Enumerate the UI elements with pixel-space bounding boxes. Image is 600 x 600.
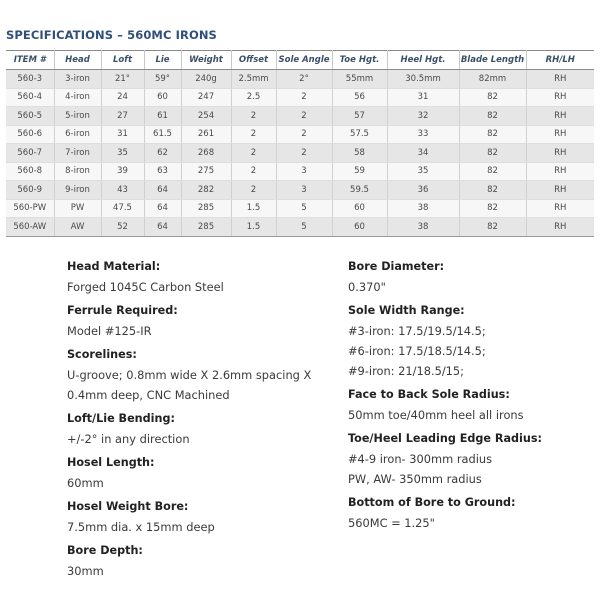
column-header: Weight bbox=[181, 51, 231, 70]
table-cell: 3 bbox=[276, 181, 332, 200]
spec-value: U-groove; 0.8mm wide X 2.6mm spacing X bbox=[67, 368, 312, 382]
table-cell: 27 bbox=[101, 107, 144, 126]
table-cell: 82mm bbox=[459, 70, 526, 89]
table-cell: 2 bbox=[276, 144, 332, 163]
table-cell: RH bbox=[526, 88, 594, 107]
table-row bbox=[6, 125, 594, 144]
table-cell: 82 bbox=[459, 88, 526, 107]
table-cell: 3-iron bbox=[54, 70, 101, 89]
table-cell: 560-6 bbox=[6, 125, 54, 144]
table-cell: 1.5 bbox=[231, 218, 276, 237]
table-cell: 59° bbox=[144, 70, 181, 89]
spec-label: Sole Width Range: bbox=[348, 304, 465, 317]
table-cell: 82 bbox=[459, 162, 526, 181]
column-header: ITEM # bbox=[6, 51, 54, 70]
table-cell: 38 bbox=[387, 218, 459, 237]
table-cell: 82 bbox=[459, 218, 526, 237]
table-cell: 61.5 bbox=[144, 125, 181, 144]
spec-label: Loft/Lie Bending: bbox=[67, 412, 175, 425]
column-header: Lie bbox=[144, 51, 181, 70]
table-cell: 560-AW bbox=[6, 218, 54, 237]
table-cell: 2 bbox=[231, 181, 276, 200]
column-header: Offset bbox=[231, 51, 276, 70]
table-cell: 275 bbox=[181, 162, 231, 181]
table-cell: 60 bbox=[144, 88, 181, 107]
table-body bbox=[6, 70, 594, 237]
table-cell: 56 bbox=[332, 88, 387, 107]
table-cell: 64 bbox=[144, 218, 181, 237]
table-cell: 47.5 bbox=[101, 199, 144, 218]
table-cell: 7-iron bbox=[54, 144, 101, 163]
table-cell: 31 bbox=[101, 125, 144, 144]
table-cell: RH bbox=[526, 70, 594, 89]
table-cell: RH bbox=[526, 125, 594, 144]
table-cell: 60 bbox=[332, 199, 387, 218]
table-cell: 38 bbox=[387, 199, 459, 218]
table-cell: 57 bbox=[332, 107, 387, 126]
spec-label: Bottom of Bore to Ground: bbox=[348, 496, 516, 509]
table-cell: 82 bbox=[459, 107, 526, 126]
spec-item bbox=[67, 409, 322, 453]
spec-label: Face to Back Sole Radius: bbox=[348, 388, 510, 401]
spec-value: 60mm bbox=[67, 476, 104, 490]
table-cell: 59 bbox=[332, 162, 387, 181]
table-row bbox=[6, 144, 594, 163]
table-cell: 2 bbox=[276, 88, 332, 107]
table-cell: 21° bbox=[101, 70, 144, 89]
table-cell: 2.5 bbox=[231, 88, 276, 107]
table-cell: 240g bbox=[181, 70, 231, 89]
table-cell: 64 bbox=[144, 199, 181, 218]
column-header: Blade Length bbox=[459, 51, 526, 70]
table-cell: RH bbox=[526, 162, 594, 181]
table-cell: 33 bbox=[387, 125, 459, 144]
table-cell: 61 bbox=[144, 107, 181, 126]
spec-value: 50mm toe/40mm heel all irons bbox=[348, 408, 524, 422]
spec-value: 0.4mm deep, CNC Machined bbox=[67, 388, 230, 402]
spec-value: +/-2° in any direction bbox=[67, 432, 190, 446]
table-cell: 82 bbox=[459, 181, 526, 200]
column-header: RH/LH bbox=[526, 51, 594, 70]
spec-item bbox=[67, 541, 322, 585]
spec-item bbox=[348, 257, 593, 301]
table-row bbox=[6, 70, 594, 89]
table-cell: 2 bbox=[276, 125, 332, 144]
table-cell: 63 bbox=[144, 162, 181, 181]
spec-item bbox=[348, 429, 593, 493]
table-cell: 24 bbox=[101, 88, 144, 107]
table-cell: 35 bbox=[101, 144, 144, 163]
spec-value: #9-iron: 21/18.5/15; bbox=[348, 364, 465, 378]
spec-value: #4-9 iron- 300mm radius bbox=[348, 452, 493, 466]
table-row bbox=[6, 107, 594, 126]
spec-item bbox=[348, 385, 593, 429]
table-cell: 82 bbox=[459, 199, 526, 218]
table-cell: 2 bbox=[276, 107, 332, 126]
table-cell: 268 bbox=[181, 144, 231, 163]
table-cell: 82 bbox=[459, 125, 526, 144]
table-cell: 43 bbox=[101, 181, 144, 200]
table-cell: RH bbox=[526, 218, 594, 237]
table-cell: 2 bbox=[231, 125, 276, 144]
table-cell: RH bbox=[526, 144, 594, 163]
table-cell: RH bbox=[526, 199, 594, 218]
table-cell: 560-4 bbox=[6, 88, 54, 107]
spec-item bbox=[67, 497, 322, 541]
spec-label: Head Material: bbox=[67, 260, 161, 273]
table-row bbox=[6, 88, 594, 107]
table-cell: 58 bbox=[332, 144, 387, 163]
table-cell: 60 bbox=[332, 218, 387, 237]
table-cell: RH bbox=[526, 181, 594, 200]
spec-value: #3-iron: 17.5/19.5/14.5; bbox=[348, 324, 486, 338]
table-cell: 285 bbox=[181, 218, 231, 237]
table-cell: 36 bbox=[387, 181, 459, 200]
spec-label: Scorelines: bbox=[67, 348, 137, 361]
specifications-table bbox=[6, 50, 594, 237]
column-header: Loft bbox=[101, 51, 144, 70]
table-cell: 4-iron bbox=[54, 88, 101, 107]
spec-item bbox=[348, 301, 593, 385]
table-cell: 1.5 bbox=[231, 199, 276, 218]
table-cell: 261 bbox=[181, 125, 231, 144]
table-cell: 2 bbox=[231, 107, 276, 126]
table-cell: 57.5 bbox=[332, 125, 387, 144]
table-cell: 32 bbox=[387, 107, 459, 126]
table-cell: PW bbox=[54, 199, 101, 218]
table-cell: 30.5mm bbox=[387, 70, 459, 89]
table-cell: 64 bbox=[144, 181, 181, 200]
table-cell: 247 bbox=[181, 88, 231, 107]
table-cell: 35 bbox=[387, 162, 459, 181]
table-cell: 5 bbox=[276, 218, 332, 237]
spec-label: Toe/Heel Leading Edge Radius: bbox=[348, 432, 542, 445]
table-cell: 3 bbox=[276, 162, 332, 181]
table-cell: 55mm bbox=[332, 70, 387, 89]
table-header-row bbox=[6, 51, 594, 70]
table-cell: 560-9 bbox=[6, 181, 54, 200]
table-cell: 2° bbox=[276, 70, 332, 89]
column-header: Heel Hgt. bbox=[387, 51, 459, 70]
spec-item bbox=[67, 257, 322, 301]
table-row bbox=[6, 162, 594, 181]
table-cell: 285 bbox=[181, 199, 231, 218]
spec-value: 560MC = 1.25" bbox=[348, 516, 435, 530]
spec-value: 30mm bbox=[67, 564, 104, 578]
spec-item bbox=[348, 493, 593, 537]
spec-value: Model #125-IR bbox=[67, 324, 152, 338]
table-cell: 34 bbox=[387, 144, 459, 163]
table-cell: AW bbox=[54, 218, 101, 237]
spec-label: Bore Diameter: bbox=[348, 260, 445, 273]
spec-item bbox=[67, 345, 322, 409]
table-cell: 6-iron bbox=[54, 125, 101, 144]
spec-value: 0.370" bbox=[348, 280, 386, 294]
table-cell: 5 bbox=[276, 199, 332, 218]
specs-left-column bbox=[67, 257, 322, 585]
spec-item bbox=[67, 301, 322, 345]
table-cell: 82 bbox=[459, 144, 526, 163]
table-cell: 560-5 bbox=[6, 107, 54, 126]
table-cell: RH bbox=[526, 107, 594, 126]
table-cell: 560-8 bbox=[6, 162, 54, 181]
table-cell: 560-PW bbox=[6, 199, 54, 218]
table-cell: 254 bbox=[181, 107, 231, 126]
spec-value: Forged 1045C Carbon Steel bbox=[67, 280, 224, 294]
spec-label: Ferrule Required: bbox=[67, 304, 178, 317]
table-cell: 8-iron bbox=[54, 162, 101, 181]
spec-label: Hosel Weight Bore: bbox=[67, 500, 189, 513]
column-header: Toe Hgt. bbox=[332, 51, 387, 70]
table-cell: 5-iron bbox=[54, 107, 101, 126]
column-header: Head bbox=[54, 51, 101, 70]
table-cell: 2.5mm bbox=[231, 70, 276, 89]
table-cell: 59.5 bbox=[332, 181, 387, 200]
table-cell: 2 bbox=[231, 162, 276, 181]
page-title: SPECIFICATIONS – 560MC IRONS bbox=[6, 28, 217, 42]
spec-value: 7.5mm dia. x 15mm deep bbox=[67, 520, 215, 534]
table-cell: 62 bbox=[144, 144, 181, 163]
specs-right-column bbox=[348, 257, 593, 537]
spec-label: Bore Depth: bbox=[67, 544, 143, 557]
table-cell: 2 bbox=[231, 144, 276, 163]
spec-label: Hosel Length: bbox=[67, 456, 155, 469]
table-cell: 39 bbox=[101, 162, 144, 181]
table-cell: 282 bbox=[181, 181, 231, 200]
spec-item bbox=[67, 453, 322, 497]
table-row bbox=[6, 181, 594, 200]
column-header: Sole Angle bbox=[276, 51, 332, 70]
table-row bbox=[6, 199, 594, 218]
table-cell: 52 bbox=[101, 218, 144, 237]
spec-value: #6-iron: 17.5/18.5/14.5; bbox=[348, 344, 486, 358]
spec-value: PW, AW- 350mm radius bbox=[348, 472, 482, 486]
table-row bbox=[6, 218, 594, 237]
table-cell: 560-3 bbox=[6, 70, 54, 89]
table-cell: 31 bbox=[387, 88, 459, 107]
table-cell: 560-7 bbox=[6, 144, 54, 163]
table-cell: 9-iron bbox=[54, 181, 101, 200]
